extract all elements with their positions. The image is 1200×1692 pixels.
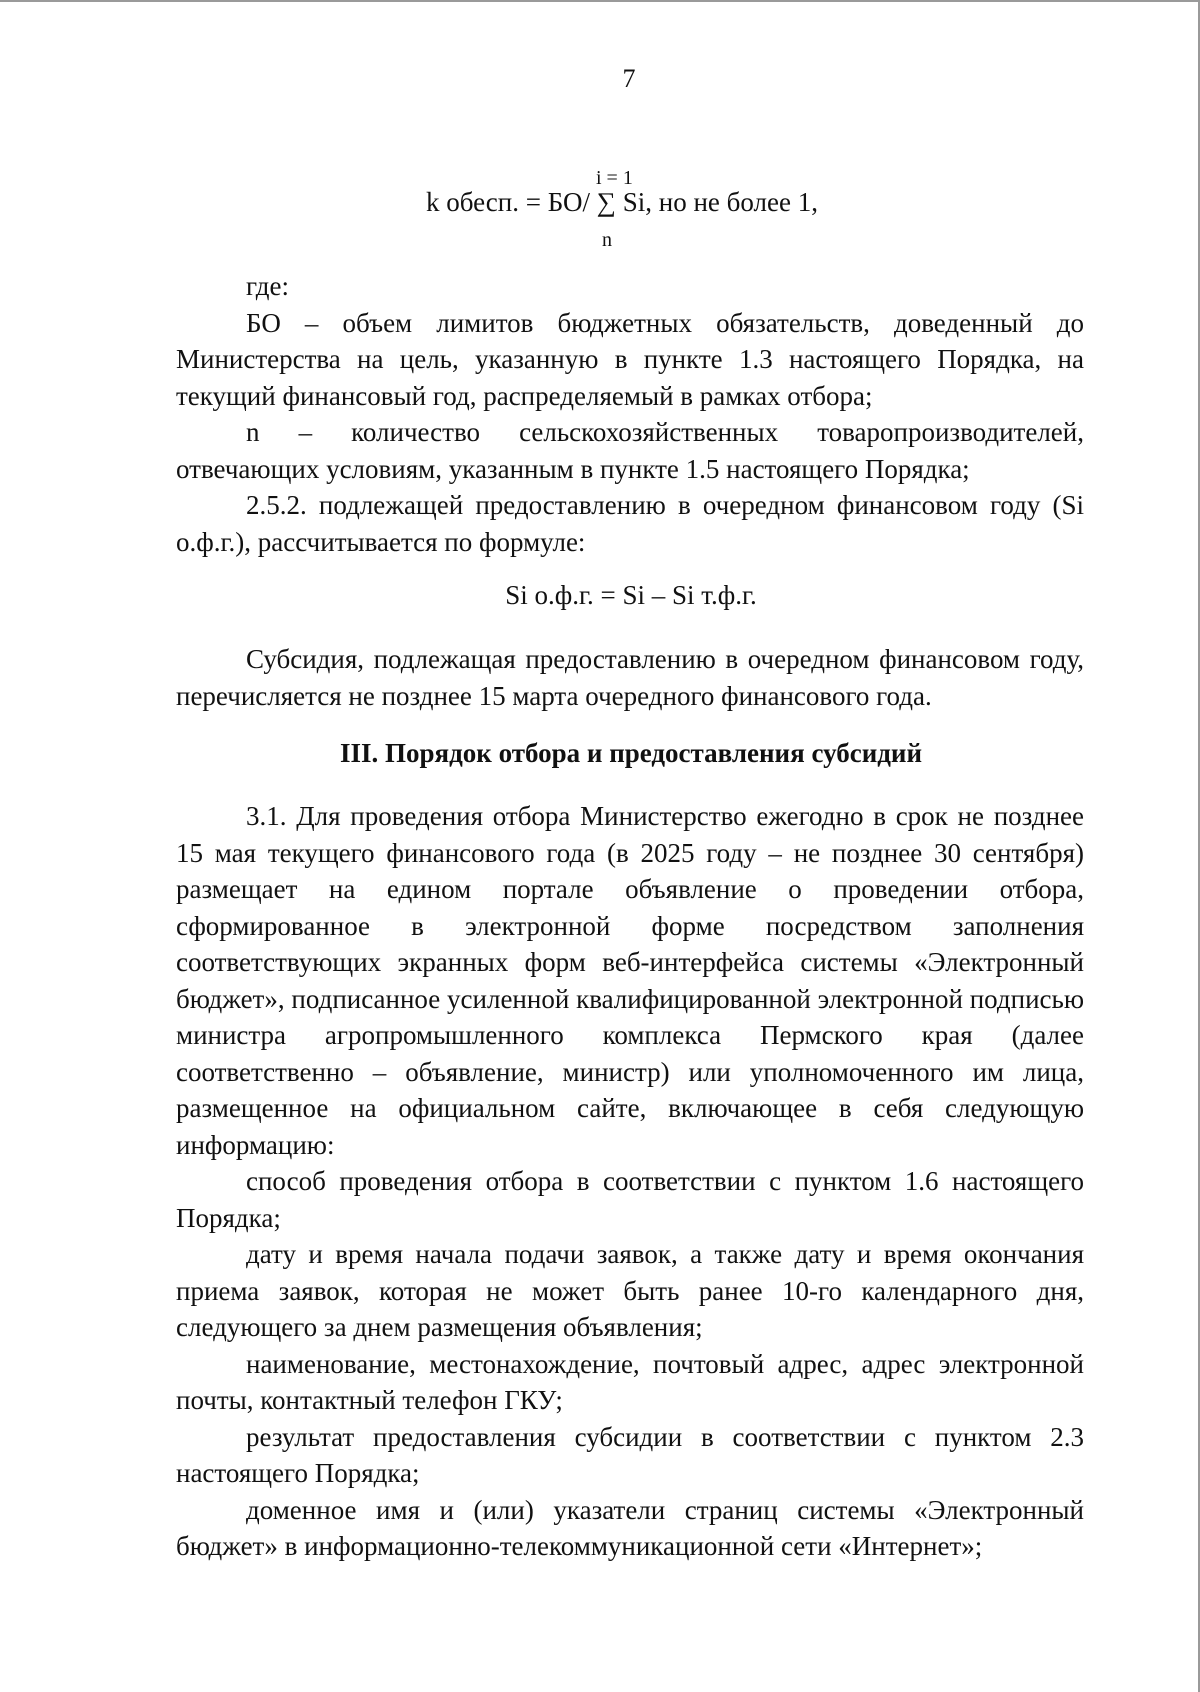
paragraph: где: [246,271,289,301]
paragraph: Субсидия, подлежащая предоставлению в очередном финансовом году, перечисляется не позднее 15 марта очередного финансового года. [176,644,1084,711]
formula-k-obesp [0,167,1200,257]
paragraph: доменное имя и (или) указатели страниц системы «Электронный бюджет» в информационно-телекоммуникационной сети «Интернет»; [176,1494,1084,1561]
paragraph: БО – объем лимитов бюджетных обязательств, доведенный до Министерства на цель, указанную в пункте 1.3 настоящего Порядка, на текущий финансовый год, распределяемый в рамках отбора; [176,307,1084,411]
formula-expression: k обесп. = БО/ ∑ Si, но не более 1, [426,187,818,217]
sum-lower-limit: n [602,229,612,251]
paragraph: результат предоставления субсидии в соответствии с пунктом 2.3 настоящего Порядка; [176,1421,1084,1488]
paragraph: 3.1. Для проведения отбора Министерство ежегодно в срок не позднее 15 мая текущего финансового года (в 2025 году – не позднее 30 сентября) размещает на едином портале объявление о проведении отбора, сформированное в электронной форме посредством заполнения соответствующих экранных форм веб-интерфейса системы «Электронный бюджет», подписанное усиленной квалифицированной электронной подписью министра агропромышленного комплекса Пермского края (далее соответственно – объявление, министр) или уполномоченного им лица, размещенное на официальном сайте, включающее в себя следующую информацию: [176,801,1084,1160]
section-heading: III. Порядок отбора и предоставления субсидий [339,738,923,768]
subsidy-block [176,641,1084,714]
paragraph: 2.5.2. подлежащей предоставлению в очередном финансовом году (Si о.ф.г.), рассчитывается по формуле: [176,490,1084,557]
definitions-block [176,268,1084,560]
page-number: 7 [622,64,636,93]
paragraph: дату и время начала подачи заявок, а также дату и время окончания приема заявок, которая не может быть ранее 10-го календарного дня, следующего за днем размещения объявления; [176,1239,1084,1342]
formula-si-ofg: Si о.ф.г. = Si – Si т.ф.г. [505,580,757,610]
section-3-block [176,798,1084,1565]
sum-upper-limit: i = 1 [596,167,633,189]
paragraph: наименование, местонахождение, почтовый адрес, адрес электронной почты, контактный телефон ГКУ; [176,1348,1084,1415]
paragraph: способ проведения отбора в соответствии с пунктом 1.6 настоящего Порядка; [176,1166,1084,1233]
paragraph: n – количество сельскохозяйственных товаропроизводителей, отвечающих условиям, указанным в пункте 1.5 настоящего Порядка; [176,417,1084,484]
